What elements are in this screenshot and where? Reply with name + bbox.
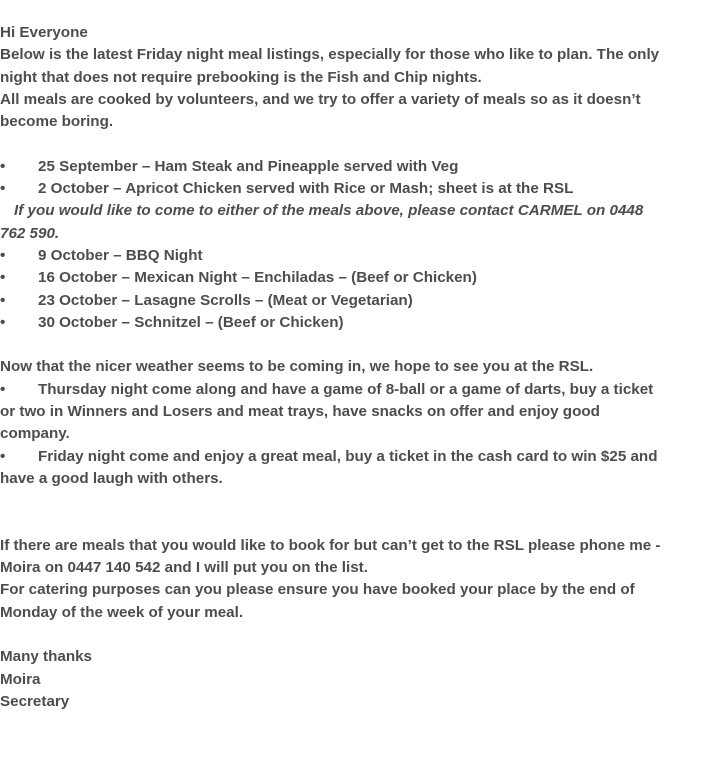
bullet-marker: • — [0, 447, 6, 465]
activity-thursday-line-1: Thursday night come along and have a game of 8-ball or a game of darts, buy a ticket — [38, 380, 654, 398]
weather-line: Now that the nicer weather seems to be coming in, we hope to see you at the RSL. — [0, 358, 594, 376]
activity-thursday-line-2: or two in Winners and Losers and meat trays, have snacks on offer and enjoy good — [0, 403, 600, 421]
meal-item-text: 2 October – Apricot Chicken served with Rice or Mash; sheet is at the RSL — [38, 180, 574, 198]
meal-item-text: 23 October – Lasagne Scrolls – (Meat or Vegetarian) — [38, 291, 413, 309]
meal-list-first — [0, 156, 699, 201]
bullet-marker: • — [0, 180, 6, 198]
meal-item — [0, 312, 699, 334]
meal-list-second — [0, 245, 699, 334]
bullet-marker: • — [0, 313, 6, 331]
spacer — [0, 490, 699, 535]
intro-line-2: night that does not require prebooking is the Fish and Chip nights. — [0, 68, 482, 86]
activity-friday-line-2: have a good laugh with others. — [0, 469, 223, 487]
spacer — [0, 624, 699, 646]
meal-item-text: 9 October – BBQ Night — [38, 246, 203, 264]
contact-note-line-2: 762 590. — [0, 224, 60, 242]
bullet-marker: • — [0, 269, 6, 287]
booking-line-1: If there are meals that you would like to book for but can’t get to the RSL please phone me - — [0, 536, 661, 554]
signoff-name: Moira — [0, 670, 41, 688]
spacer — [0, 334, 699, 356]
activity-friday-line-1: Friday night come and enjoy a great meal, buy a ticket in the cash card to win $25 and — [38, 447, 658, 465]
booking-line-4: Monday of the week of your meal. — [0, 603, 244, 621]
meal-item — [0, 178, 699, 200]
bullet-marker: • — [0, 246, 6, 264]
activity-thursday-line-3: company. — [0, 425, 70, 443]
activity-item-thursday — [0, 379, 699, 446]
intro-paragraph — [0, 44, 699, 133]
activity-item-friday — [0, 446, 699, 491]
meal-item — [0, 290, 699, 312]
meal-item-text: 25 September – Ham Steak and Pineapple served with Veg — [38, 157, 459, 175]
intro-line-3: All meals are cooked by volunteers, and we try to offer a variety of meals so as it doesn’t — [0, 90, 641, 108]
meal-item — [0, 245, 699, 267]
spacer — [0, 133, 699, 155]
activity-line — [0, 379, 699, 401]
bullet-marker: • — [0, 380, 6, 398]
booking-line-3: For catering purposes can you please ensure you have booked your place by the end of — [0, 581, 635, 599]
contact-note-line-1: If you would like to come to either of the meals above, please contact CARMEL on 0448 — [14, 202, 644, 220]
contact-note — [0, 200, 699, 245]
booking-paragraph — [0, 535, 699, 624]
greeting: Hi Everyone — [0, 24, 88, 41]
signoff — [0, 646, 699, 713]
meal-item-text: 16 October – Mexican Night – Enchiladas – (Beef or Chicken) — [38, 269, 477, 287]
booking-line-2: Moira on 0447 140 542 and I will put you on the list. — [0, 559, 368, 577]
signoff-title: Secretary — [0, 692, 70, 710]
newsletter-document — [0, 22, 699, 713]
signoff-thanks: Many thanks — [0, 648, 92, 666]
intro-line-1: Below is the latest Friday night meal listings, especially for those who like to plan. The only — [0, 46, 660, 64]
activities-list — [0, 379, 699, 490]
activity-line — [0, 446, 699, 468]
bullet-marker: • — [0, 157, 6, 175]
meal-item — [0, 156, 699, 178]
meal-item-text: 30 October – Schnitzel – (Beef or Chicken) — [38, 313, 344, 331]
bullet-marker: • — [0, 291, 6, 309]
meal-item — [0, 267, 699, 289]
intro-line-4: become boring. — [0, 113, 114, 131]
